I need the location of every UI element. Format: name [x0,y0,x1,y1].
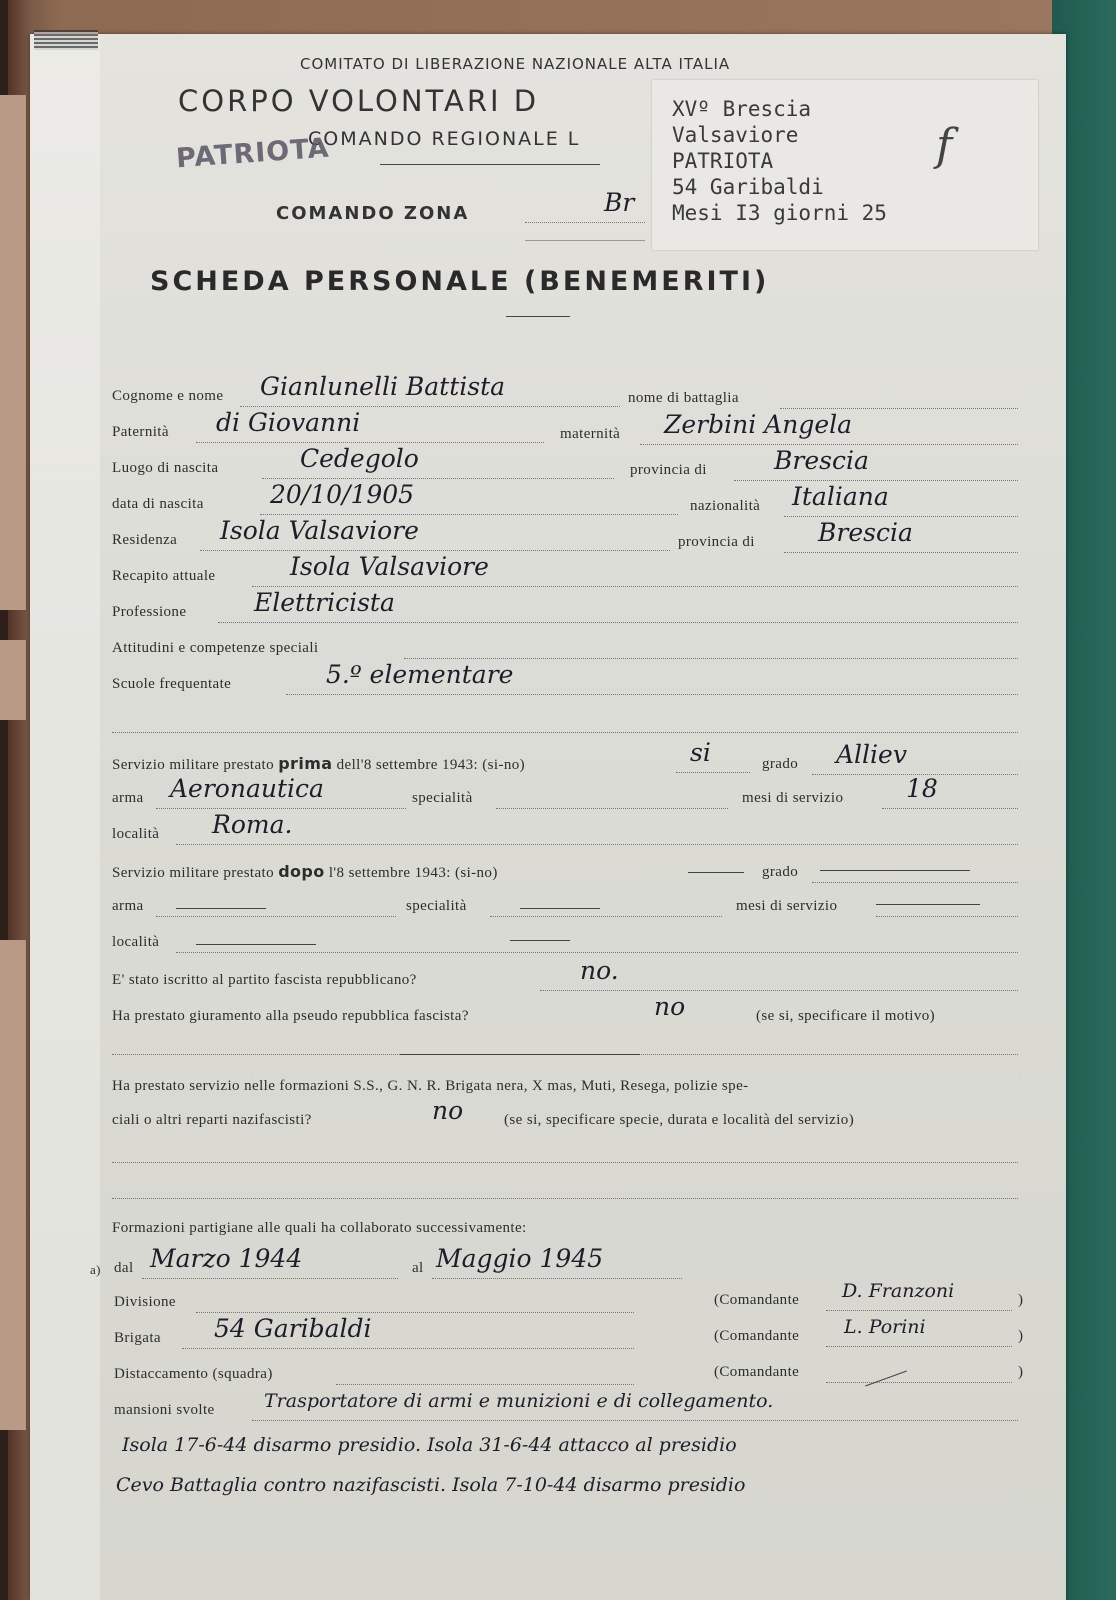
mansioni-label: mansioni svolte [114,1402,215,1418]
residenza-line [200,550,670,551]
specialita-dopo-line [490,916,722,917]
paternita-value: di Giovanni [216,408,361,437]
card-handwritten-mark: f [936,120,953,171]
q3-text-b: ciali o altri reparti nazifascisti? [112,1112,312,1128]
nazionalita-value: Italiana [792,482,889,511]
mesi-prima-label: mesi di servizio [742,790,844,806]
recapito-line [252,586,1018,587]
dash-mark [196,944,316,945]
brigata-label: Brigata [114,1330,161,1346]
q2-dash [400,1054,640,1055]
card-line: PATRIOTA [672,149,774,173]
specialita-prima-line [496,808,728,809]
grado-dopo-line [812,882,1018,883]
localita-dopo-line [176,952,1018,953]
provincia2-label: provincia di [678,534,755,550]
q3-text-a: Ha prestato servizio nelle formazioni S.S., G. N. R. Brigata nera, X mas, Muti, Resega, polizie spe- [112,1078,749,1094]
sheet-left-band [30,34,100,1600]
card-line: XVº Brescia [672,97,812,121]
residenza-value: Isola Valsaviore [220,516,419,545]
mansioni-value-2: Isola 17-6-44 disarmo presidio. Isola 31-6-44 attacco al presidio [122,1434,737,1456]
distaccamento-label: Distaccamento (squadra) [114,1366,273,1382]
folder-tab [0,95,27,610]
dal-value: Marzo 1944 [150,1244,303,1273]
zona-line [525,222,645,223]
luogo-line [262,478,614,479]
comandante1-label: (Comandante [714,1292,800,1308]
maternita-line [640,444,1018,445]
residenza-label: Residenza [112,532,178,548]
mesi-dopo-label: mesi di servizio [736,898,838,914]
arma-prima-line [156,808,406,809]
q1-value: no. [580,956,619,985]
dash-mark [520,908,600,909]
cognome-value: Gianlunelli Battista [260,372,506,401]
sino-line [676,772,750,773]
recapito-label: Recapito attuale [112,568,216,584]
attitudini-label: Attitudini e competenze speciali [112,640,319,656]
zona-label: COMANDO ZONA [276,203,470,224]
professione-label: Professione [112,604,187,620]
al-label: al [412,1260,424,1276]
arma-dopo-label: arma [112,898,144,914]
typed-label-card [652,80,1038,250]
mesi-prima-value: 18 [906,774,938,803]
header-line1: COMITATO DI LIBERAZIONE NAZIONALE ALTA ITALIA [300,55,731,73]
localita-prima-value: Roma. [212,810,293,839]
paternita-label: Paternità [112,424,169,440]
mansioni-value-1: Trasportatore di armi e munizioni e di collegamento. [264,1390,774,1412]
specialita-dopo-label: specialità [406,898,467,914]
luogo-value: Cedegolo [300,444,419,473]
scuole-label: Scuole frequentate [112,676,232,692]
header-line3: COMANDO REGIONALE L [308,128,581,150]
cognome-line [240,406,620,407]
servizio-prima-pre: Servizio militare prestato [112,757,275,773]
provincia2-line [784,552,1018,553]
data-label: data di nascita [112,496,204,512]
dash-mark [820,870,970,871]
card-line: Valsaviore [672,123,799,147]
servizio-dopo-bold: dopo [278,862,325,881]
mansioni-line [252,1420,1018,1421]
maternita-label: maternità [560,426,621,442]
paternita-line [196,442,544,443]
servizio-prima-line [112,754,525,774]
specialita-prima-label: specialità [412,790,473,806]
comandante2-line [826,1346,1012,1347]
data-line [260,514,678,515]
provincia1-line [734,480,1018,481]
battaglia-line [780,408,1018,409]
blank-line [112,732,1018,733]
dal-line [142,1278,398,1279]
dal-label: dal [114,1260,134,1276]
q1-line [540,990,1018,991]
maternita-value: Zerbini Angela [664,410,853,439]
q3-value: no [432,1096,464,1125]
mesi-prima-line [882,808,1018,809]
comandante3-line [826,1382,1012,1383]
attitudini-line [404,658,1018,659]
dash-mark [876,904,980,905]
formazioni-intro: Formazioni partigiane alle quali ha collaborato successivamente: [112,1220,527,1236]
zona-value: Br [604,188,635,217]
q3-tail: (se si, specificare specie, durata e località del servizio) [504,1112,855,1128]
scuole-line [286,694,1018,695]
paren-close: ) [1018,1364,1024,1380]
battaglia-label: nome di battaglia [628,390,739,406]
header-line2: CORPO VOLONTARI D [178,84,540,118]
q1-text: E' stato iscritto al partito fascista repubblicano? [112,972,417,988]
divisione-label: Divisione [114,1294,176,1310]
grado-prima-value: Alliev [836,740,907,769]
localita-prima-label: località [112,826,160,842]
comandante2-label: (Comandante [714,1328,800,1344]
q2-tail: (se si, specificare il motivo) [756,1008,936,1024]
page-title: SCHEDA PERSONALE (BENEMERITI) [150,266,770,297]
servizio-dopo-post: l'8 settembre 1943: (si-no) [328,865,498,881]
mesi-dopo-line [876,916,1018,917]
paren-close: ) [1018,1292,1024,1308]
al-line [432,1278,682,1279]
brigata-value: 54 Garibaldi [214,1314,372,1343]
mansioni-value-3: Cevo Battaglia contro nazifascisti. Isola 7-10-44 disarmo presidio [116,1474,746,1496]
folder-tab [0,640,27,720]
comandante2-value: L. Porini [844,1316,926,1338]
al-value: Maggio 1945 [436,1244,604,1273]
paren-close: ) [1018,1328,1024,1344]
card-line: 54 Garibaldi [672,175,824,199]
servizio-prima-post: dell'8 settembre 1943: (si-no) [336,757,526,773]
luogo-label: Luogo di nascita [112,460,219,476]
formazioni-a-mark: a) [90,1262,101,1277]
dash-mark [688,872,744,873]
scuole-value: 5.º elementare [326,660,514,689]
q3-blank-line [112,1162,1018,1163]
dash-mark [510,940,570,941]
comandante3-label: (Comandante [714,1364,800,1380]
patriota-stamp: PATRIOTA [175,132,331,175]
professione-value: Elettricista [254,588,395,617]
professione-line [218,622,1018,623]
localita-prima-line [176,844,1018,845]
servizio-dopo-pre: Servizio militare prestato [112,865,275,881]
header-rule [380,164,600,165]
comandante1-line [826,1310,1012,1311]
sino-prima-value: si [690,738,711,767]
provincia1-label: provincia di [630,462,707,478]
data-value: 20/10/1905 [270,480,415,509]
grado-prima-label: grado [762,756,799,772]
q3-blank-line [112,1198,1018,1199]
cognome-label: Cognome e nome [112,388,224,404]
comandante1-value: D. Franzoni [842,1280,955,1302]
nazionalita-line [784,516,1018,517]
zona-rule [525,240,645,241]
servizio-prima-bold: prima [278,754,333,773]
arma-dopo-line [156,916,396,917]
provincia2-value: Brescia [818,518,913,547]
arma-prima-value: Aeronautica [170,774,324,803]
divisione-line [196,1312,634,1313]
distaccamento-line [336,1384,634,1385]
recapito-value: Isola Valsaviore [290,552,489,581]
arma-prima-label: arma [112,790,144,806]
title-rule [506,316,570,317]
sheet-tape-strip [34,30,98,50]
q2-text: Ha prestato giuramento alla pseudo repubblica fascista? [112,1008,469,1024]
q2-value: no [654,992,686,1021]
provincia1-value: Brescia [774,446,869,475]
dash-mark [176,908,266,909]
folder-tab [0,940,27,1430]
servizio-dopo-line [112,862,498,882]
grado-dopo-label: grado [762,864,799,880]
localita-dopo-label: località [112,934,160,950]
card-line: Mesi I3 giorni 25 [672,201,887,225]
nazionalita-label: nazionalità [690,498,761,514]
brigata-line [182,1348,634,1349]
